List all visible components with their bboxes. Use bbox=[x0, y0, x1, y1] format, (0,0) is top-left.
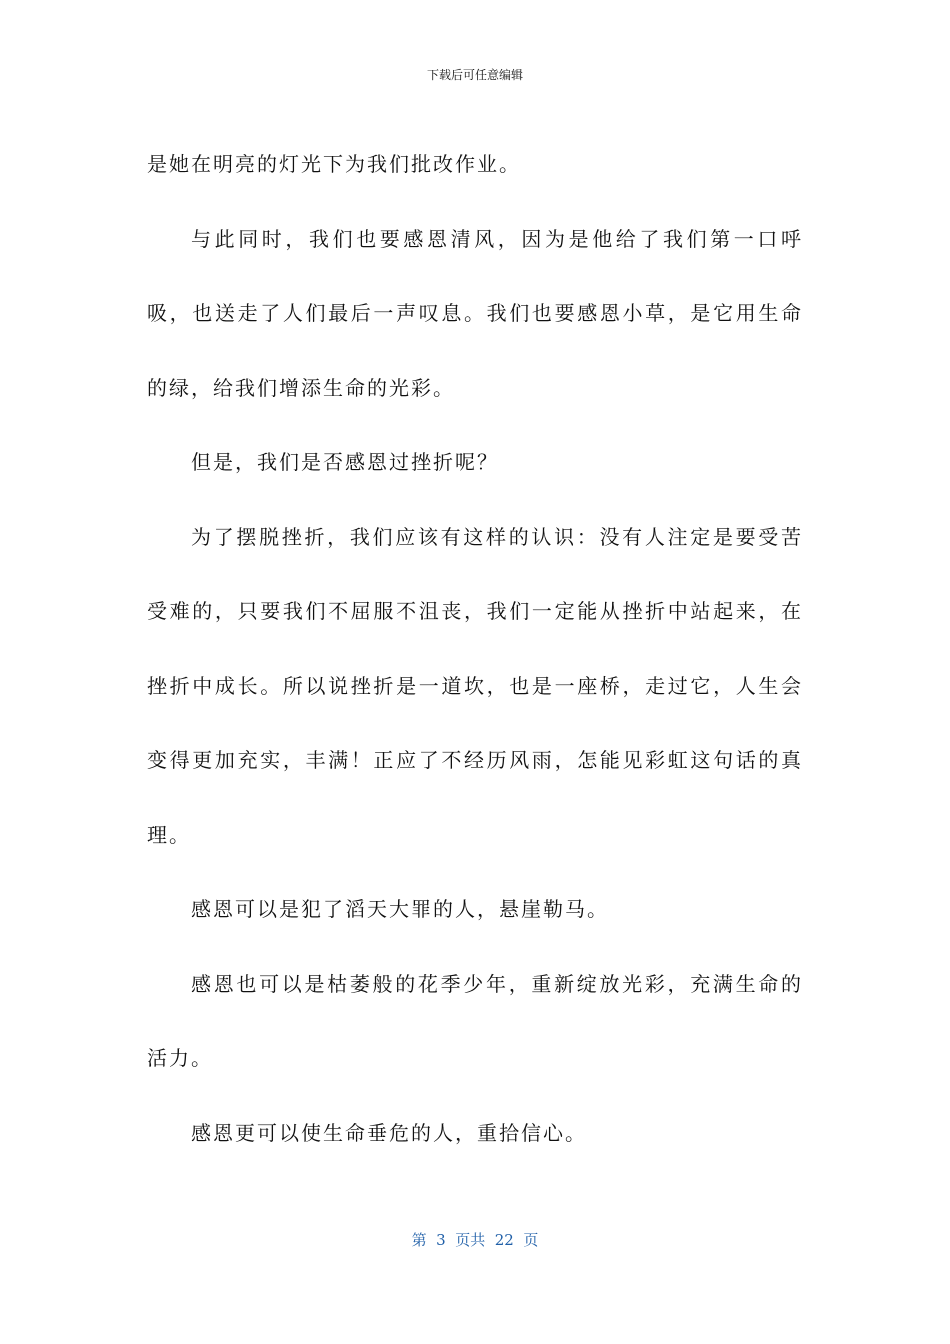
page-header: 下载后可任意编辑 bbox=[426, 68, 523, 82]
paragraph: 但是，我们是否感恩过挫折呢？ bbox=[191, 450, 499, 474]
paragraph: 感恩也可以是枯萎般的花季少年，重新绽放光彩，充满生命的活力。 bbox=[147, 971, 803, 1070]
paragraph: 感恩更可以使生命垂危的人，重拾信心。 bbox=[191, 1120, 587, 1145]
paragraph: 为了摆脱挫折，我们应该有这样的认识：没有人注定是要受苦受难的，只要我们不屈服不沮丧，我们一定能从挫折中站起来，在挫折中成长。所以说挫折是一道坎，也是一座桥，走过它，人生会变得更加充实，丰满！正应了不经历风雨，怎能见彩虹这句话的真理。 bbox=[147, 524, 803, 847]
paragraph: 与此同时，我们也要感恩清风，因为是他给了我们第一口呼吸，也送走了人们最后一声叹息。我们也要感恩小草，是它用生命的绿，给我们增添生命的光彩。 bbox=[147, 226, 803, 400]
document-body bbox=[147, 127, 803, 1170]
paragraph: 感恩可以是犯了滔天大罪的人，悬崖勒马。 bbox=[191, 897, 609, 921]
page-footer: 第 3 页共 22 页 bbox=[411, 1231, 539, 1249]
paragraph: 是她在明亮的灯光下为我们批改作业。 bbox=[147, 152, 521, 176]
